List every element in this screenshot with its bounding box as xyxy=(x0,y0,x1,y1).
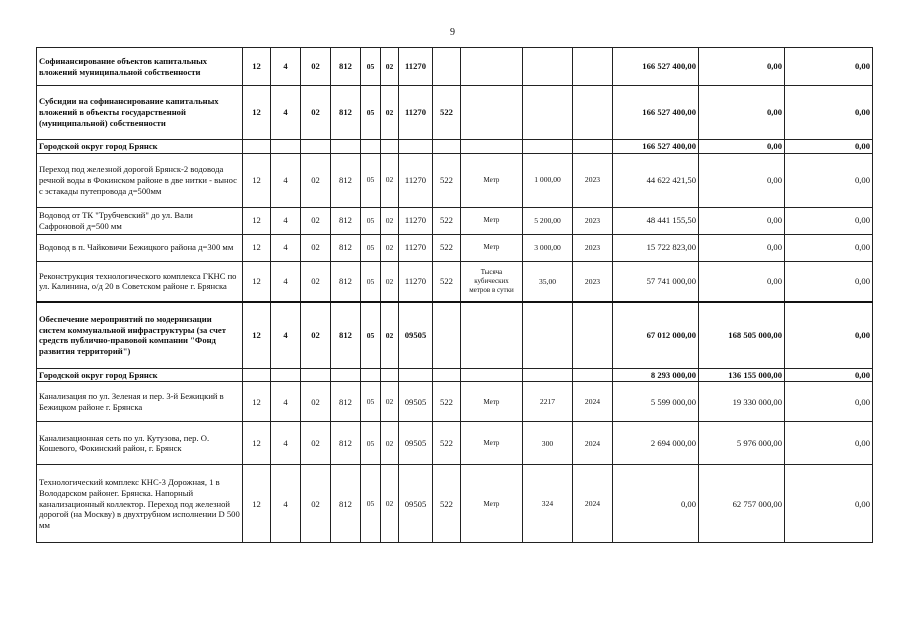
qty-cell xyxy=(523,86,573,140)
code-cell: 522 xyxy=(433,86,461,140)
table-row xyxy=(37,207,873,234)
amount-cell: 0,00 xyxy=(613,465,699,543)
code-cell: 11270 xyxy=(399,261,433,302)
amount-cell: 166 527 400,00 xyxy=(613,48,699,86)
code-cell: 522 xyxy=(433,382,461,422)
row-name: Городской округ город Брянск xyxy=(37,140,243,154)
code-cell: 05 xyxy=(361,234,381,261)
table-row xyxy=(37,465,873,543)
amount-cell: 57 741 000,00 xyxy=(613,261,699,302)
row-name: Канализация по ул. Зеленая и пер. 3-й Бежицкий в Бежицком районе г. Брянска xyxy=(37,382,243,422)
code-cell: 4 xyxy=(271,302,301,368)
code-cell: 05 xyxy=(361,153,381,207)
code-cell: 02 xyxy=(301,86,331,140)
code-cell: 12 xyxy=(243,207,271,234)
code-cell xyxy=(243,140,271,154)
amount-cell: 2 694 000,00 xyxy=(613,422,699,465)
code-cell xyxy=(271,140,301,154)
code-cell: 4 xyxy=(271,234,301,261)
code-cell xyxy=(301,140,331,154)
amount-cell: 0,00 xyxy=(785,207,873,234)
code-cell: 02 xyxy=(301,465,331,543)
amount-cell: 0,00 xyxy=(785,382,873,422)
qty-cell: 324 xyxy=(523,465,573,543)
code-cell: 4 xyxy=(271,382,301,422)
amount-cell: 0,00 xyxy=(699,207,785,234)
code-cell xyxy=(399,140,433,154)
unit-cell: Тысяча кубических метров в сутки xyxy=(461,261,523,302)
amount-cell: 44 622 421,50 xyxy=(613,153,699,207)
code-cell: 11270 xyxy=(399,48,433,86)
table-row xyxy=(37,422,873,465)
code-cell: 4 xyxy=(271,465,301,543)
code-cell xyxy=(433,140,461,154)
code-cell: 12 xyxy=(243,234,271,261)
code-cell: 05 xyxy=(361,207,381,234)
unit-cell: Метр xyxy=(461,465,523,543)
code-cell: 4 xyxy=(271,261,301,302)
code-cell: 4 xyxy=(271,153,301,207)
year-cell xyxy=(573,302,613,368)
code-cell: 812 xyxy=(331,234,361,261)
code-cell: 12 xyxy=(243,465,271,543)
code-cell: 11270 xyxy=(399,207,433,234)
table-row xyxy=(37,153,873,207)
code-cell: 812 xyxy=(331,153,361,207)
qty-cell: 2217 xyxy=(523,382,573,422)
code-cell: 02 xyxy=(381,207,399,234)
code-cell: 02 xyxy=(381,86,399,140)
code-cell: 05 xyxy=(361,86,381,140)
code-cell: 02 xyxy=(381,382,399,422)
qty-cell: 1 000,00 xyxy=(523,153,573,207)
amount-cell: 19 330 000,00 xyxy=(699,382,785,422)
row-name: Водовод от ТК "Трубчевский" до ул. Вали Сафроновой д=500 мм xyxy=(37,207,243,234)
unit-cell: Метр xyxy=(461,153,523,207)
amount-cell: 0,00 xyxy=(699,86,785,140)
qty-cell: 5 200,00 xyxy=(523,207,573,234)
row-name: Обеспечение мероприятий по модернизации систем коммунальной инфраструктуры (за счет средств публично-правовой компании "Фонд развития территорий") xyxy=(37,302,243,368)
amount-cell: 0,00 xyxy=(785,86,873,140)
amount-cell: 0,00 xyxy=(785,465,873,543)
table-row xyxy=(37,234,873,261)
code-cell: 522 xyxy=(433,153,461,207)
year-cell: 2023 xyxy=(573,153,613,207)
code-cell: 02 xyxy=(301,48,331,86)
qty-cell xyxy=(523,140,573,154)
code-cell: 05 xyxy=(361,302,381,368)
code-cell: 02 xyxy=(381,302,399,368)
qty-cell: 300 xyxy=(523,422,573,465)
code-cell xyxy=(243,368,271,382)
year-cell xyxy=(573,48,613,86)
table-row xyxy=(37,86,873,140)
code-cell: 4 xyxy=(271,86,301,140)
code-cell: 812 xyxy=(331,422,361,465)
qty-cell: 35,00 xyxy=(523,261,573,302)
code-cell: 812 xyxy=(331,261,361,302)
code-cell: 12 xyxy=(243,153,271,207)
amount-cell: 5 599 000,00 xyxy=(613,382,699,422)
year-cell: 2024 xyxy=(573,382,613,422)
year-cell: 2024 xyxy=(573,422,613,465)
unit-cell: Метр xyxy=(461,207,523,234)
code-cell xyxy=(381,368,399,382)
code-cell: 812 xyxy=(331,302,361,368)
year-cell xyxy=(573,368,613,382)
unit-cell xyxy=(461,140,523,154)
code-cell: 05 xyxy=(361,422,381,465)
amount-cell: 0,00 xyxy=(785,48,873,86)
code-cell: 05 xyxy=(361,261,381,302)
code-cell: 522 xyxy=(433,261,461,302)
amount-cell: 0,00 xyxy=(699,261,785,302)
code-cell: 05 xyxy=(361,382,381,422)
code-cell: 522 xyxy=(433,234,461,261)
code-cell: 09505 xyxy=(399,422,433,465)
amount-cell: 0,00 xyxy=(785,234,873,261)
row-name: Субсидии на софинансирование капитальных вложений в объекты государственной (муниципальной) собственности xyxy=(37,86,243,140)
amount-cell: 0,00 xyxy=(785,368,873,382)
amount-cell: 166 527 400,00 xyxy=(613,86,699,140)
code-cell: 09505 xyxy=(399,382,433,422)
code-cell: 812 xyxy=(331,86,361,140)
amount-cell: 0,00 xyxy=(699,140,785,154)
unit-cell xyxy=(461,368,523,382)
code-cell: 05 xyxy=(361,465,381,543)
code-cell xyxy=(331,368,361,382)
code-cell: 11270 xyxy=(399,234,433,261)
table-row xyxy=(37,140,873,154)
code-cell: 522 xyxy=(433,465,461,543)
code-cell: 812 xyxy=(331,465,361,543)
code-cell xyxy=(361,368,381,382)
amount-cell: 166 527 400,00 xyxy=(613,140,699,154)
year-cell: 2023 xyxy=(573,207,613,234)
row-name: Городской округ город Брянск xyxy=(37,368,243,382)
code-cell xyxy=(433,368,461,382)
row-name: Софинансирование объектов капитальных вложений муниципальной собственности xyxy=(37,48,243,86)
code-cell: 02 xyxy=(381,153,399,207)
amount-cell: 8 293 000,00 xyxy=(613,368,699,382)
amount-cell: 0,00 xyxy=(785,422,873,465)
code-cell: 09505 xyxy=(399,302,433,368)
qty-cell: 3 000,00 xyxy=(523,234,573,261)
amount-cell: 0,00 xyxy=(785,153,873,207)
code-cell: 02 xyxy=(381,234,399,261)
code-cell: 02 xyxy=(381,465,399,543)
code-cell: 11270 xyxy=(399,86,433,140)
year-cell: 2023 xyxy=(573,261,613,302)
code-cell xyxy=(301,368,331,382)
year-cell: 2024 xyxy=(573,465,613,543)
code-cell: 02 xyxy=(381,422,399,465)
table-row xyxy=(37,48,873,86)
budget-table xyxy=(36,47,873,543)
code-cell: 02 xyxy=(301,153,331,207)
table-row xyxy=(37,302,873,368)
code-cell: 4 xyxy=(271,422,301,465)
amount-cell: 0,00 xyxy=(785,261,873,302)
code-cell: 522 xyxy=(433,422,461,465)
table-row xyxy=(37,382,873,422)
code-cell: 12 xyxy=(243,261,271,302)
qty-cell xyxy=(523,368,573,382)
row-name: Переход под железной дорогой Брянск-2 водовода речной воды в Фокинском районе в две нитки - вынос с эстакады путепровода д=500мм xyxy=(37,153,243,207)
code-cell: 02 xyxy=(301,207,331,234)
row-name: Водовод в п. Чайковичи Бежицкого района д=300 мм xyxy=(37,234,243,261)
code-cell xyxy=(361,140,381,154)
code-cell xyxy=(271,368,301,382)
unit-cell: Метр xyxy=(461,234,523,261)
amount-cell: 0,00 xyxy=(699,234,785,261)
table-row xyxy=(37,368,873,382)
amount-cell: 168 505 000,00 xyxy=(699,302,785,368)
code-cell: 812 xyxy=(331,382,361,422)
amount-cell: 5 976 000,00 xyxy=(699,422,785,465)
code-cell: 02 xyxy=(301,261,331,302)
unit-cell xyxy=(461,48,523,86)
unit-cell: Метр xyxy=(461,382,523,422)
code-cell xyxy=(433,48,461,86)
code-cell: 12 xyxy=(243,48,271,86)
year-cell xyxy=(573,140,613,154)
code-cell: 812 xyxy=(331,48,361,86)
code-cell xyxy=(433,302,461,368)
code-cell: 11270 xyxy=(399,153,433,207)
code-cell: 812 xyxy=(331,207,361,234)
code-cell xyxy=(381,140,399,154)
code-cell: 12 xyxy=(243,86,271,140)
amount-cell: 48 441 155,50 xyxy=(613,207,699,234)
amount-cell: 136 155 000,00 xyxy=(699,368,785,382)
code-cell: 12 xyxy=(243,422,271,465)
code-cell: 02 xyxy=(301,422,331,465)
code-cell xyxy=(331,140,361,154)
amount-cell: 62 757 000,00 xyxy=(699,465,785,543)
amount-cell: 0,00 xyxy=(785,302,873,368)
code-cell: 02 xyxy=(301,382,331,422)
unit-cell xyxy=(461,86,523,140)
row-name: Канализационная сеть по ул. Кутузова, пер. О. Кошевого, Фокинский район, г. Брянск xyxy=(37,422,243,465)
row-name: Реконструкция технологического комплекса ГКНС по ул. Калинина, о/д 20 в Советском районе г. Брянска xyxy=(37,261,243,302)
code-cell: 12 xyxy=(243,302,271,368)
code-cell: 02 xyxy=(381,261,399,302)
amount-cell: 0,00 xyxy=(699,153,785,207)
year-cell xyxy=(573,86,613,140)
unit-cell: Метр xyxy=(461,422,523,465)
code-cell: 522 xyxy=(433,207,461,234)
code-cell: 4 xyxy=(271,48,301,86)
code-cell: 02 xyxy=(301,302,331,368)
code-cell: 05 xyxy=(361,48,381,86)
table-row xyxy=(37,261,873,302)
qty-cell xyxy=(523,48,573,86)
year-cell: 2023 xyxy=(573,234,613,261)
unit-cell xyxy=(461,302,523,368)
code-cell: 02 xyxy=(381,48,399,86)
code-cell: 02 xyxy=(301,234,331,261)
row-name: Технологический комплекс КНС-3 Дорожная, 1 в Володарском районег. Брянска. Напорный канализационный коллектор. Переход под железной дорогой (на Москву) в двухтрубном исполнении D 500 мм xyxy=(37,465,243,543)
amount-cell: 15 722 823,00 xyxy=(613,234,699,261)
amount-cell: 0,00 xyxy=(785,140,873,154)
code-cell: 09505 xyxy=(399,465,433,543)
page-number: 9 xyxy=(450,27,455,38)
code-cell: 12 xyxy=(243,382,271,422)
code-cell xyxy=(399,368,433,382)
code-cell: 4 xyxy=(271,207,301,234)
qty-cell xyxy=(523,302,573,368)
amount-cell: 0,00 xyxy=(699,48,785,86)
amount-cell: 67 012 000,00 xyxy=(613,302,699,368)
